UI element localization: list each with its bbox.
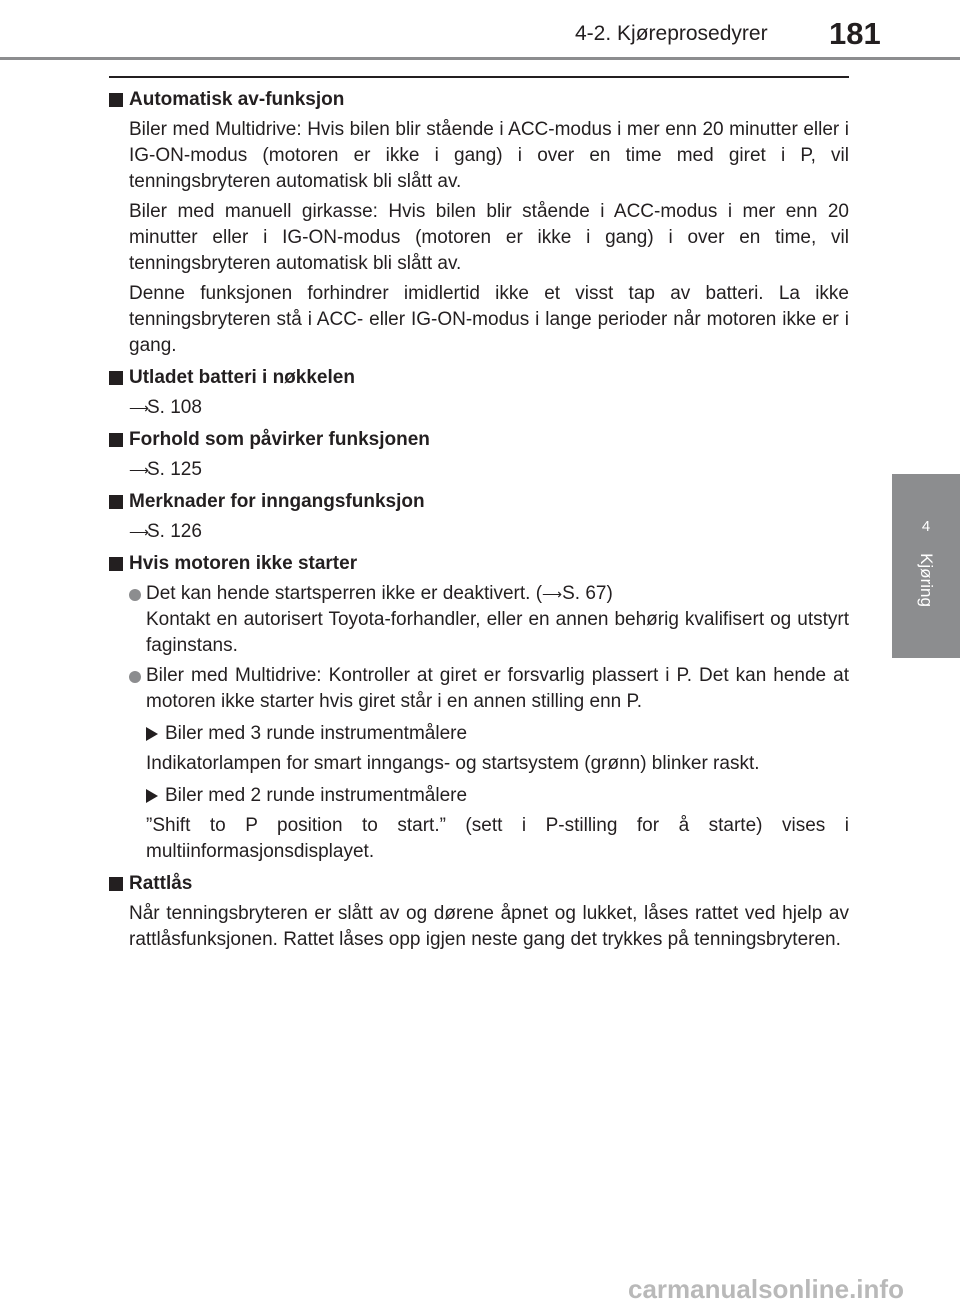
header-section-title: 4-2. Kjøreprosedyrer <box>575 22 768 45</box>
auto-off-battery-note-paragraph: Denne funksjonen forhindrer imidlertid ikke et visst tap av batteri. La ikke tenningsbryteren stå i ACC- eller IG-ON-modus i lange perioder når motoren ikke er i gang. <box>129 283 849 356</box>
conditions-page-ref[interactable] <box>129 457 849 483</box>
page-number: 181 <box>829 16 881 51</box>
square-bullet-icon <box>109 557 123 571</box>
triangle-bullet-icon <box>146 789 158 803</box>
auto-off-heading <box>109 87 849 113</box>
battery-page-ref-text: S. 108 <box>147 397 202 418</box>
steering-lock-paragraph: Når tenningsbryteren er slått av og dørene åpnet og lukket, låses rattet ved hjelp av rattlåsfunksjonen. Rattet låses opp igjen neste gang det trykkes på tenningsbryteren. <box>129 903 849 950</box>
square-bullet-icon <box>109 93 123 107</box>
no-start-heading <box>109 551 849 577</box>
header-rule <box>0 57 960 60</box>
no-start-bullet-immobilizer <box>129 581 849 659</box>
square-bullet-icon <box>109 433 123 447</box>
immobilizer-contact-text: Kontakt en autorisert Toyota-forhandler, eller en annen behørig kvalifisert og utstyrt faginstans. <box>146 609 849 656</box>
notes-heading-text: Merknader for inngangsfunksjon <box>129 491 425 512</box>
sub-bullet-2-gauges-label: Biler med 2 runde instrumentmålere <box>165 785 468 806</box>
sub-bullet-2-gauges-text: ”Shift to P position to start.” (sett i P-stilling for å starte) vises i multiinformasjonsdisplayet. <box>146 815 849 862</box>
battery-heading-text: Utladet batteri i nøkkelen <box>129 367 355 388</box>
square-bullet-icon <box>109 371 123 385</box>
auto-off-manual-paragraph: Biler med manuell girkasse: Hvis bilen blir stående i ACC-modus i mer enn 20 minutter eller i IG-ON-modus (motoren er ikke i gang) i over en time, vil tenningsbryteren automatisk bli slått av. <box>129 201 849 274</box>
chapter-tab <box>892 474 960 658</box>
page-content <box>109 87 849 953</box>
immobilizer-text: Det kan hende startsperren ikke er deaktivert. ( <box>146 583 543 604</box>
conditions-page-ref-text: S. 125 <box>147 459 202 480</box>
auto-off-multidrive-paragraph: Biler med Multidrive: Hvis bilen blir stående i ACC-modus i mer enn 20 minutter eller i IG-ON-modus (motoren er ikke i gang) i over en time med giret i P, vil tenningsbryteren automatisk bli slått av. <box>129 119 849 192</box>
notes-page-ref[interactable] <box>129 519 849 545</box>
sub-bullet-3-gauges-text: Indikatorlampen for smart inngangs- og startsystem (grønn) blinker raskt. <box>146 753 760 774</box>
arrow-right-icon: ⟶ <box>542 586 563 602</box>
steering-lock-heading <box>109 871 849 897</box>
arrow-right-icon: ⟶ <box>129 462 150 478</box>
square-bullet-icon <box>109 877 123 891</box>
no-start-heading-text: Hvis motoren ikke starter <box>129 553 358 574</box>
immobilizer-page-ref[interactable]: S. 67) <box>562 583 613 604</box>
watermark: carmanualsonline.info <box>628 1274 904 1304</box>
chapter-tab-label: Kjøring <box>917 553 936 607</box>
round-bullet-icon <box>129 671 141 683</box>
notes-heading <box>109 489 849 515</box>
round-bullet-icon <box>129 589 141 601</box>
sub-bullet-3-gauges <box>146 721 849 747</box>
steering-lock-heading-text: Rattlås <box>129 873 193 894</box>
sub-bullet-3-gauges-label: Biler med 3 runde instrumentmålere <box>165 723 468 744</box>
battery-page-ref[interactable] <box>129 395 849 421</box>
square-bullet-icon <box>109 495 123 509</box>
notes-page-ref-text: S. 126 <box>147 521 202 542</box>
chapter-tab-number: 4 <box>921 518 931 535</box>
arrow-right-icon: ⟶ <box>129 524 150 540</box>
battery-heading <box>109 365 849 391</box>
content-top-rule <box>109 76 849 78</box>
sub-bullet-2-gauges <box>146 783 849 809</box>
triangle-bullet-icon <box>146 727 158 741</box>
conditions-heading-text: Forhold som påvirker funksjonen <box>129 429 430 450</box>
auto-off-heading-text: Automatisk av-funksjon <box>129 89 345 110</box>
multidrive-check-text: Biler med Multidrive: Kontroller at giret er forsvarlig plassert i P. Det kan hende at motoren ikke starter hvis giret står i en annen stilling enn P. <box>146 665 849 712</box>
arrow-right-icon: ⟶ <box>129 400 150 416</box>
no-start-bullet-multidrive <box>129 663 849 715</box>
conditions-heading <box>109 427 849 453</box>
